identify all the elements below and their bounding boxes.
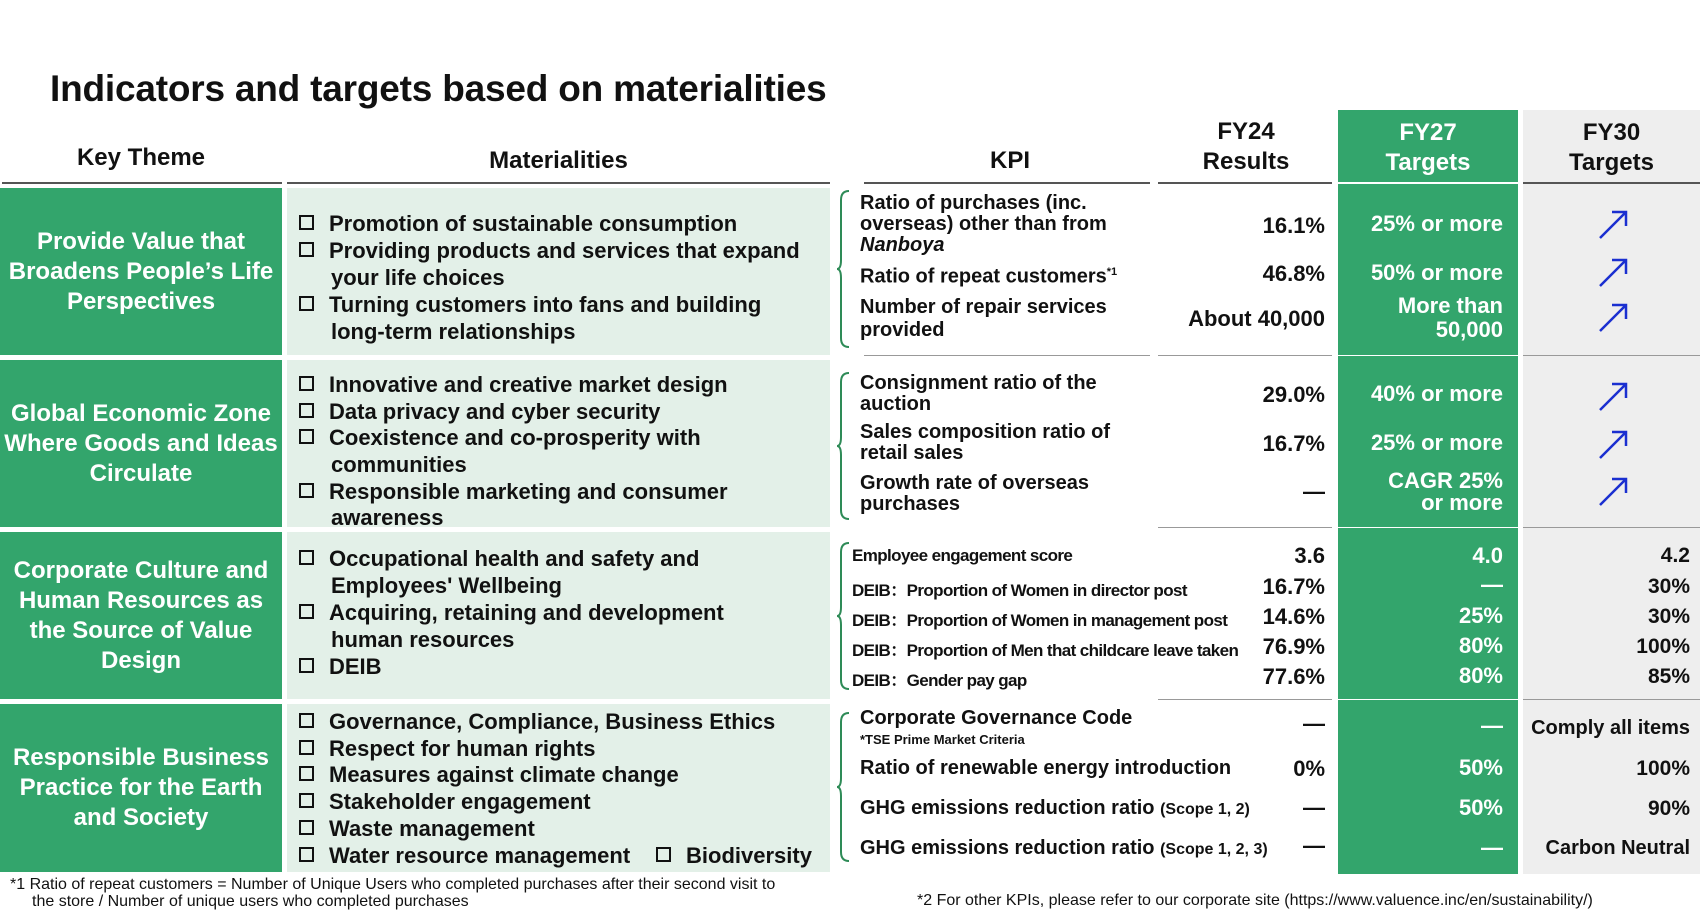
materiality-item: Waste management: [299, 815, 829, 842]
fy24-value: About 40,000: [1188, 306, 1325, 331]
up-right-arrow-icon: [1596, 475, 1630, 509]
checkbox-icon: [299, 604, 314, 619]
fy27-header: [1338, 118, 1518, 178]
fy24-value: —: [1303, 833, 1325, 858]
row-separator: [1523, 699, 1700, 700]
kpi-label: Corporate Governance Code *TSE Prime Market Criteria: [860, 708, 1132, 750]
row-separator: [1158, 355, 1332, 356]
fy24-header-line2: Results: [1202, 148, 1290, 175]
fy24-value: —: [1303, 479, 1325, 504]
fy27-value: 25% or more: [1370, 211, 1503, 236]
checkbox-icon: [299, 242, 314, 257]
materiality-item: Coexistence and co-prosperity with: [299, 424, 829, 451]
materiality-item: Occupational health and safety and: [299, 545, 829, 572]
fy24-value: 16.1%: [1262, 213, 1325, 238]
header-underline: [1338, 182, 1518, 184]
up-right-arrow-icon: [1596, 380, 1630, 414]
materiality-item: Biodiversity: [656, 842, 812, 869]
page-title: Indicators and targets based on materialities: [50, 68, 827, 109]
checkbox-icon: [299, 740, 314, 755]
fy30-value: 100%: [1636, 635, 1690, 658]
up-right-arrow-icon: [1596, 301, 1630, 335]
header-underline: [287, 182, 830, 184]
materialities-cell: [287, 188, 830, 355]
materiality-item: Acquiring, retaining and development: [299, 599, 829, 626]
kpi-label: GHG emissions reduction ratio (Scope 1, 2): [860, 797, 1250, 819]
fy24-value: 0%: [1293, 756, 1325, 781]
footnote-2: *2 For other KPIs, please refer to our corporate site (https://www.valuence.inc/en/sustainability/): [917, 892, 1593, 909]
fy27-value: CAGR 25% or more: [1388, 468, 1503, 515]
materiality-item: Data privacy and cyber security: [299, 398, 829, 425]
row-separator: [864, 355, 1150, 356]
fy24-value: 77.6%: [1262, 664, 1325, 689]
materiality-item: Innovative and creative market design: [299, 371, 829, 398]
fy30-value: 30%: [1647, 605, 1690, 628]
fy24-header: [1160, 117, 1332, 177]
checkbox-icon: [299, 483, 314, 498]
materiality-item: Governance, Compliance, Business Ethics: [299, 708, 829, 735]
kpi-label: Number of repair services provided: [860, 296, 1107, 341]
materiality-item: Turning customers into fans and building: [299, 291, 829, 318]
checkbox-icon: [299, 658, 314, 673]
curly-brace-icon: [836, 542, 850, 690]
checkbox-icon: [299, 215, 314, 230]
kpi-label: Ratio of purchases (inc. overseas) other than from Nanboya: [860, 192, 1107, 256]
materiality-item: Responsible marketing and consumer: [299, 478, 829, 505]
fy24-value: 76.9%: [1262, 634, 1325, 659]
kpi-label: DEIB：Proportion of Men that childcare leave taken: [852, 641, 1239, 660]
curly-brace-icon: [836, 712, 850, 862]
materialities-header: Materialities: [489, 147, 628, 174]
fy24-value: 14.6%: [1262, 604, 1325, 629]
fy30-value: Comply all items: [1531, 717, 1690, 739]
row-separator: [1158, 527, 1332, 528]
theme-cell: Provide Value that Broadens People’s Life Perspectives: [0, 188, 282, 355]
materiality-item: Stakeholder engagement: [299, 788, 829, 815]
materiality-item: your life choices: [331, 265, 505, 290]
materiality-item: communities: [331, 452, 467, 477]
fy30-value: 4.2: [1660, 544, 1690, 567]
header-underline: [1523, 182, 1700, 184]
kpi-header: KPI: [989, 147, 1030, 174]
fy24-value: 3.6: [1294, 543, 1325, 568]
fy27-value: —: [1481, 572, 1503, 597]
checkbox-icon: [299, 296, 314, 311]
checkbox-icon: [299, 376, 314, 391]
checkbox-icon: [299, 820, 314, 835]
curly-brace-icon: [836, 372, 850, 520]
up-right-arrow-icon: [1596, 256, 1630, 290]
fy30-header-line1: FY30: [1582, 119, 1641, 146]
kpi-label: DEIB：Proportion of Women in management post: [852, 611, 1228, 630]
kpi-label: Ratio of repeat customers$^{*1}$: [860, 265, 1118, 288]
theme-cell: Global Economic Zone Where Goods and Ideas Circulate: [0, 360, 282, 527]
fy27-value: 80%: [1458, 633, 1503, 658]
fy27-value: —: [1481, 835, 1503, 860]
up-right-arrow-icon: [1596, 428, 1630, 462]
materialities-cell: [287, 532, 830, 699]
materiality-item: long-term relationships: [331, 319, 576, 344]
fy30-value: 90%: [1647, 797, 1690, 820]
fy30-value: 30%: [1647, 575, 1690, 598]
checkbox-icon: [299, 429, 314, 444]
fy24-value: —: [1303, 711, 1325, 736]
checkbox-icon: [299, 713, 314, 728]
materiality-item: DEIB: [299, 653, 829, 680]
header-underline: [2, 182, 282, 184]
theme-cell: Corporate Culture and Human Resources as the Source of Value Design: [0, 532, 282, 699]
fy24-value: 16.7%: [1262, 431, 1325, 456]
row-separator: [1338, 355, 1518, 356]
footnote-1: *1 Ratio of repeat customers = Number of Unique Users who completed purchases after their second visit to the store / Number of unique users who completed purchases: [10, 876, 776, 910]
up-right-arrow-icon: [1596, 208, 1630, 242]
fy30-value: 85%: [1647, 665, 1690, 688]
kpi-label: GHG emissions reduction ratio (Scope 1, 2, 3): [860, 837, 1268, 859]
fy27-value: 25%: [1458, 603, 1503, 628]
materiality-item: Respect for human rights: [299, 735, 829, 762]
kpi-label: Ratio of renewable energy introduction: [860, 757, 1232, 779]
fy27-value: 40% or more: [1370, 381, 1503, 406]
kpi-label: DEIB：Gender pay gap: [852, 671, 1027, 690]
fy27-value: 50% or more: [1370, 260, 1503, 285]
checkbox-icon: [299, 793, 314, 808]
row-separator: [1158, 699, 1332, 700]
fy30-value: 100%: [1636, 757, 1690, 780]
checkbox-icon: [299, 766, 314, 781]
fy24-header-line1: FY24: [1217, 118, 1275, 145]
fy27-header-line2: Targets: [1385, 149, 1471, 176]
materialities-cell: [287, 704, 830, 872]
theme-cell: Responsible Business Practice for the Earth and Society: [0, 704, 282, 872]
kpi-label: DEIB：Proportion of Women in director post: [852, 581, 1187, 600]
fy27-value: 25% or more: [1370, 430, 1503, 455]
kpi-label: Consignment ratio of the auction: [860, 372, 1097, 415]
materiality-item: Promotion of sustainable consumption: [299, 210, 829, 237]
materialities-cell: [287, 360, 830, 530]
fy30-header: [1523, 118, 1700, 178]
fy27-value: 80%: [1458, 663, 1503, 688]
kpi-label: Employee engagement score: [852, 546, 1073, 565]
fy24-value: 16.7%: [1262, 574, 1325, 599]
row-separator: [1523, 355, 1700, 356]
checkbox-icon: [299, 403, 314, 418]
curly-brace-icon: [836, 190, 850, 348]
materiality-item: human resources: [331, 627, 515, 652]
kpi-label: Growth rate of overseas purchases: [860, 472, 1089, 515]
fy27-value: 50%: [1458, 755, 1503, 780]
key-theme-header: Key Theme: [76, 144, 206, 171]
materiality-item: Providing products and services that expand: [299, 237, 829, 264]
materiality-item: Measures against climate change: [299, 761, 829, 788]
materiality-item: awareness: [331, 505, 444, 530]
row-separator: [1523, 527, 1700, 528]
checkbox-icon: [299, 550, 314, 565]
row-separator: [1338, 527, 1518, 528]
materiality-item: Employees' Wellbeing: [331, 573, 562, 598]
fy27-value: 50%: [1458, 795, 1503, 820]
row-separator: [1338, 699, 1518, 700]
checkbox-icon: [299, 847, 314, 862]
fy27-header-line1: FY27: [1399, 119, 1457, 146]
kpi-label: Sales composition ratio of retail sales: [860, 421, 1111, 464]
fy24-value: 46.8%: [1262, 261, 1325, 286]
header-underline: [864, 182, 1150, 184]
fy24-value: 29.0%: [1262, 382, 1325, 407]
fy24-value: —: [1303, 795, 1325, 820]
fy27-value: 4.0: [1472, 543, 1503, 568]
kpi-note: *TSE Prime Market Criteria: [860, 732, 1025, 747]
header-underline: [1158, 182, 1332, 184]
fy27-value: More than 50,000: [1397, 293, 1503, 342]
materiality-item: Water resource management: [299, 842, 630, 869]
fy30-value: Carbon Neutral: [1545, 837, 1690, 859]
fy27-value: —: [1481, 713, 1503, 738]
checkbox-icon: [656, 847, 671, 862]
fy30-header-line2: Targets: [1569, 149, 1654, 176]
